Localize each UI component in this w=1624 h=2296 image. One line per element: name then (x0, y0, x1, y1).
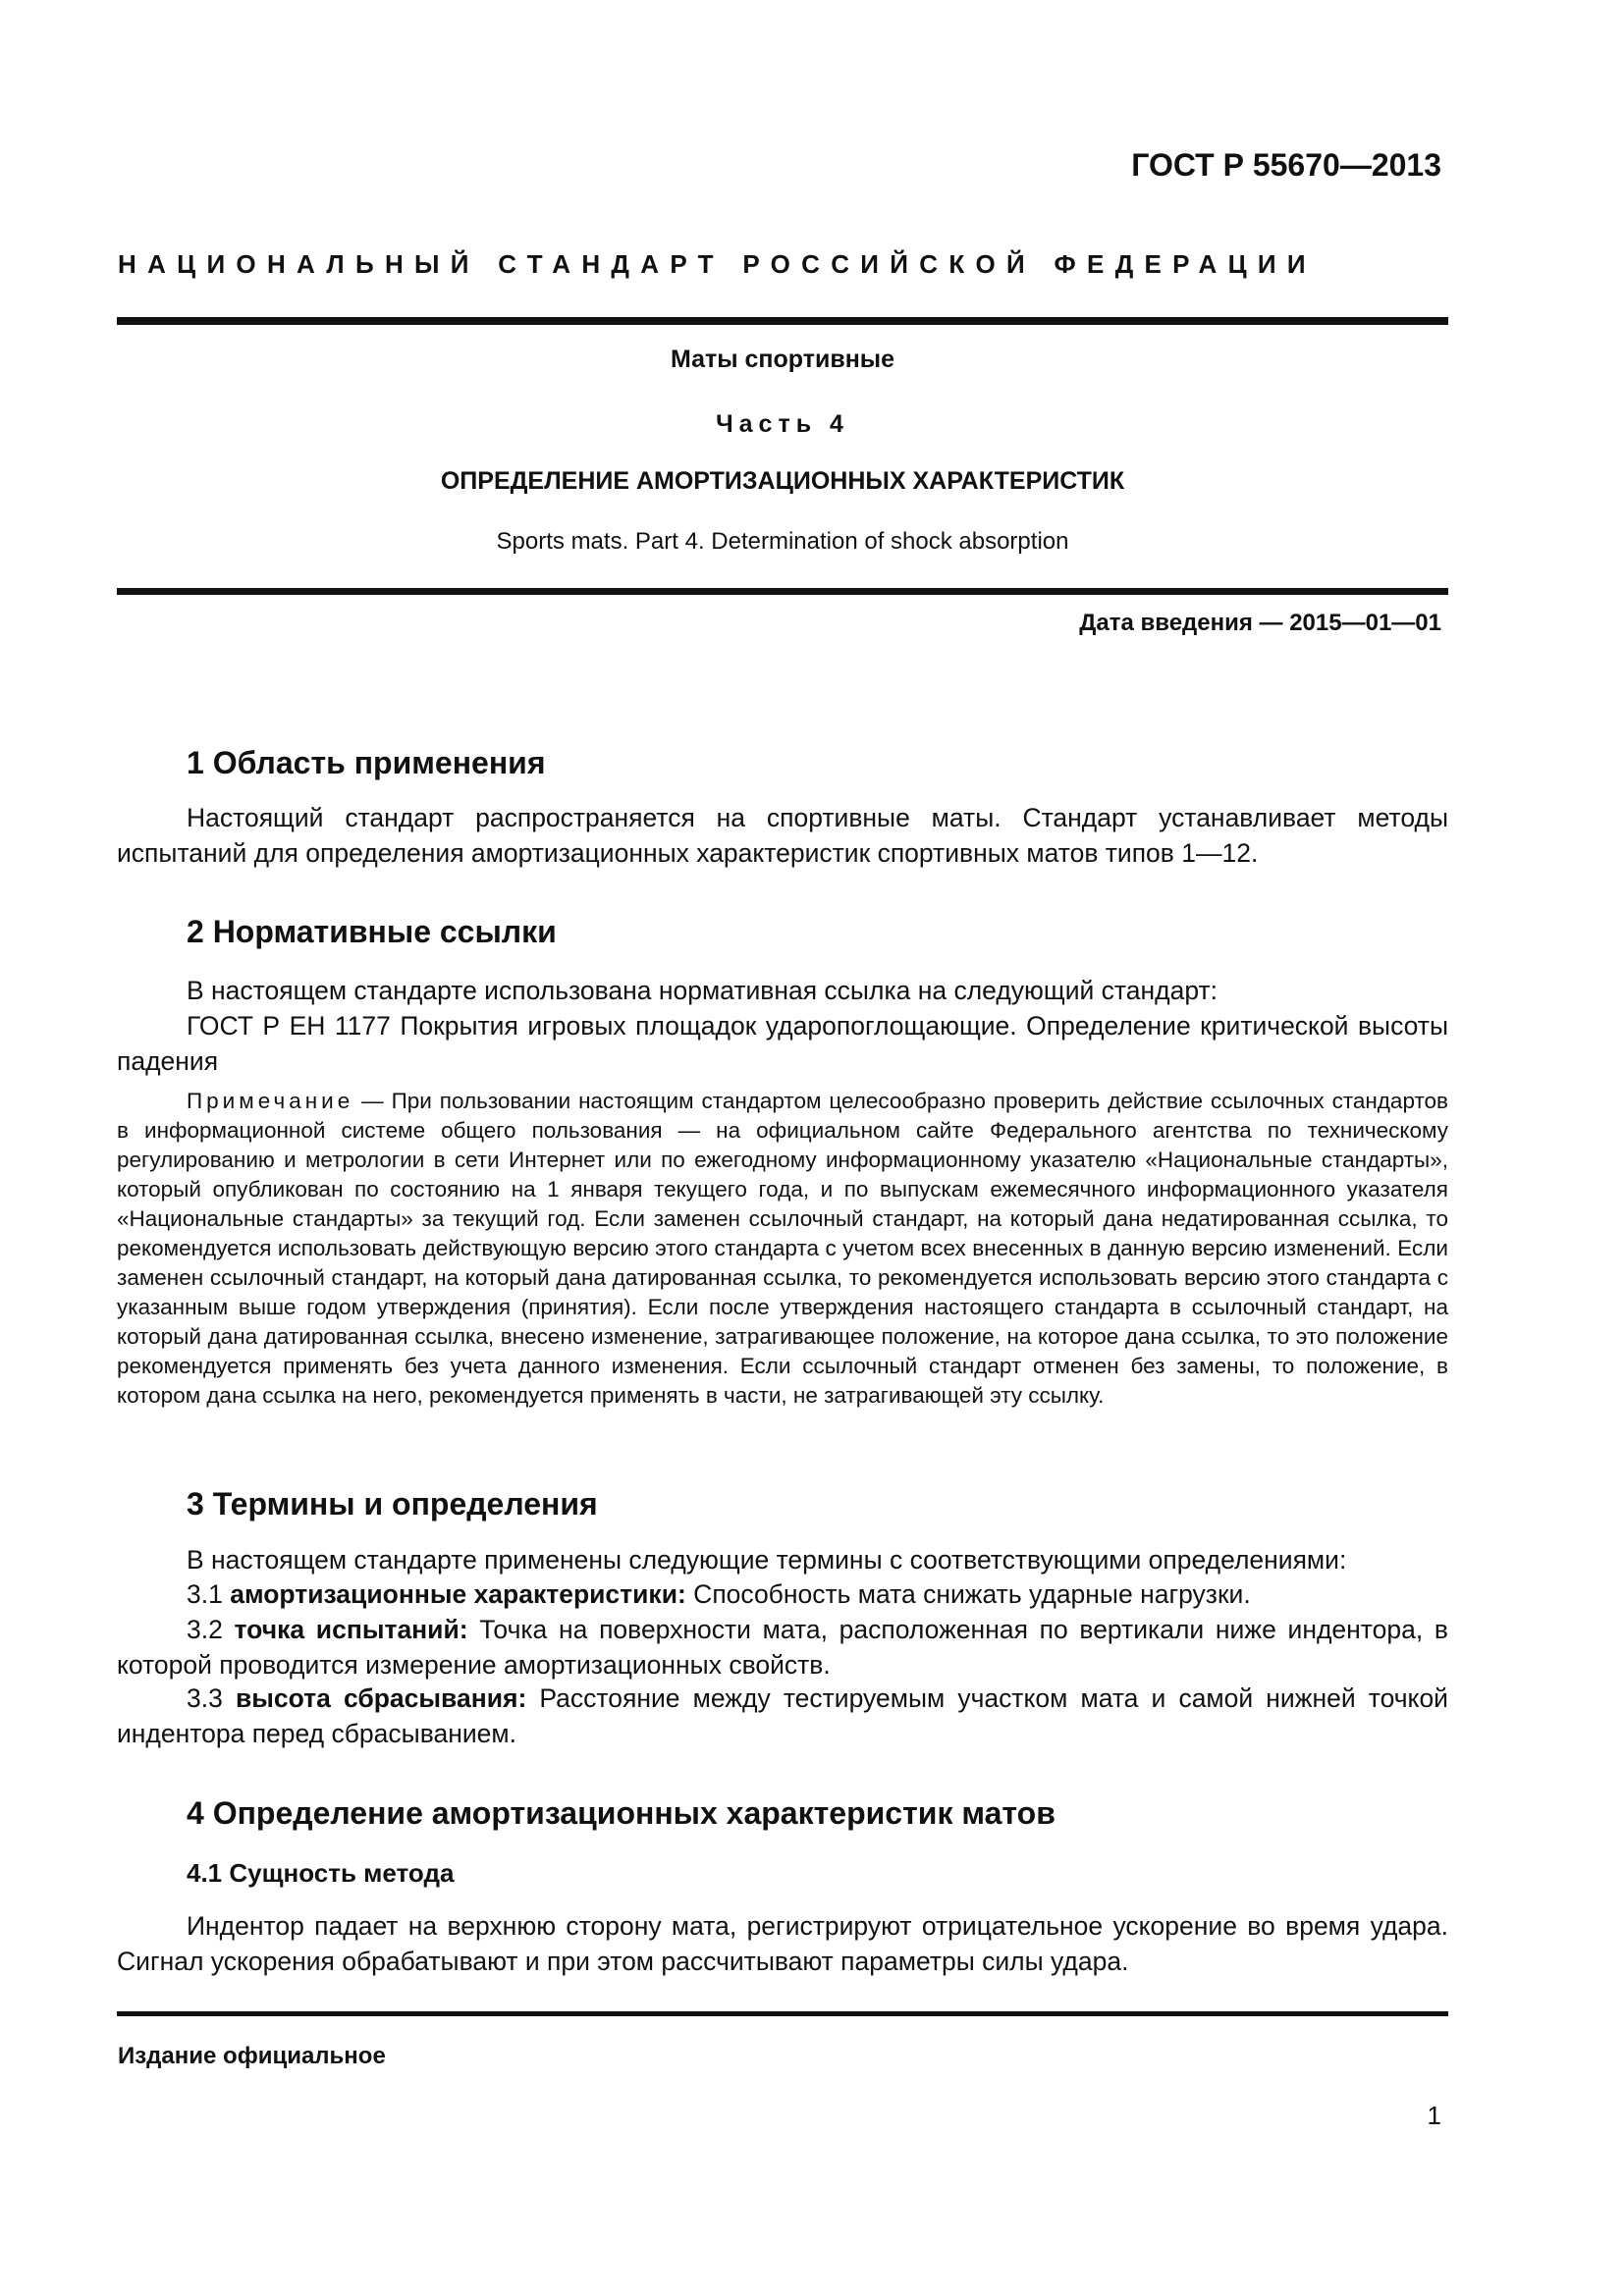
term-3-2 (117, 1612, 1448, 1682)
term-3-3 (117, 1681, 1448, 1751)
section-2-note (117, 1087, 1448, 1411)
section-4-heading: 4 Определение амортизационных характеристик матов (187, 1795, 1056, 1831)
section-1-text: Настоящий стандарт распространяется на спортивные маты. Стандарт устанавливает методы испытаний для определения амортизационных характеристик спортивных матов типов 1—12. (117, 803, 1448, 868)
note-label: Примечание (187, 1089, 354, 1113)
title-divider (117, 588, 1448, 595)
footer-divider (117, 2011, 1448, 2016)
term-number: 3.1 (187, 1579, 231, 1609)
english-title: Sports mats. Part 4. Determination of shock absorption (496, 528, 1069, 555)
section-4-1-heading: 4.1 Сущность метода (187, 1858, 455, 1888)
term-definition: Расстояние между тестируемым участком мата и самой нижней точкой индентора перед сбрасыванием. (117, 1683, 1448, 1748)
section-2-heading: 2 Нормативные ссылки (187, 914, 557, 949)
term-definition: Точка на поверхности мата, расположенная по вертикали ниже индентора, в которой проводится измерение амортизационных свойств. (117, 1615, 1448, 1680)
section-4-1-text: Индентор падает на верхнюю сторону мата, регистрируют отрицательное ускорение во время удара. Сигнал ускорения обрабатывают и при этом рассчитывают параметры силы удара. (117, 1911, 1448, 1976)
page-number: 1 (1427, 2101, 1441, 2130)
top-divider (117, 317, 1448, 325)
document-code: ГОСТ Р 55670—2013 (1131, 147, 1441, 183)
section-3-intro: В настоящем стандарте применены следующие термины с соответствующими определениями: (187, 1545, 1347, 1575)
official-edition-label: Издание официальное (118, 2043, 386, 2069)
introduction-date: Дата введения — 2015—01—01 (1079, 610, 1441, 636)
section-2-reference: ГОСТ Р ЕН 1177 Покрытия игровых площадок ударопоглощающие. Определение критической высоты падения (117, 1011, 1448, 1076)
term-3-1 (117, 1576, 1448, 1612)
term-name: высота сбрасывания: (235, 1683, 527, 1713)
term-name: амортизационные характеристики: (230, 1579, 686, 1609)
term-number: 3.2 (187, 1615, 235, 1644)
main-title: ОПРЕДЕЛЕНИЕ АМОРТИЗАЦИОННЫХ ХАРАКТЕРИСТИК (440, 467, 1125, 495)
part-label: Часть 4 (716, 410, 849, 438)
national-standard-banner: НАЦИОНАЛЬНЫЙ СТАНДАРТ РОССИЙСКОЙ ФЕДЕРАЦИИ (118, 249, 1317, 279)
term-number: 3.3 (187, 1683, 236, 1713)
section-1-heading: 1 Область применения (187, 745, 546, 780)
term-definition: Способность мата снижать ударные нагрузки. (685, 1579, 1251, 1609)
term-name: точка испытаний: (234, 1615, 468, 1644)
subtitle: Маты спортивные (670, 346, 895, 373)
section-3-heading: 3 Термины и определения (187, 1486, 598, 1522)
note-text: — При пользовании настоящим стандартом целесообразно проверить действие ссылочных стандартов в информационной системе общего пользования — на официальном сайте Федерального агентства по техническому регулированию и метрологии в сети Интернет или по ежегодному информационному указателю «Национальные стандарты», который опубликован по состоянию на 1 января текущего года, и по выпускам ежемесячного информационного указателя «Национальные стандарты» за текущий год. Если заменен ссылочный стандарт, на который дана недатированная ссылка, то рекомендуется использовать действующую версию этого стандарта с учетом всех внесенных в данную версию изменений. Если заменен ссылочный стандарт, на который дана датированная ссылка, то рекомендуется использовать версию этого стандарта с указанным выше годом утверждения (принятия). Если после утверждения настоящего стандарта в ссылочный стандарт, на который дана датированная ссылка, внесено изменение, затрагивающее положение, на которое дана ссылка, то это положение рекомендуется применять без учета данного изменения. Если ссылочный стандарт отменен без замены, то положение, в котором дана ссылка на него, рекомендуется применять в части, не затрагивающей эту ссылку. (117, 1089, 1448, 1408)
section-2-intro: В настоящем стандарте использована нормативная ссылка на следующий стандарт: (187, 976, 1218, 1005)
